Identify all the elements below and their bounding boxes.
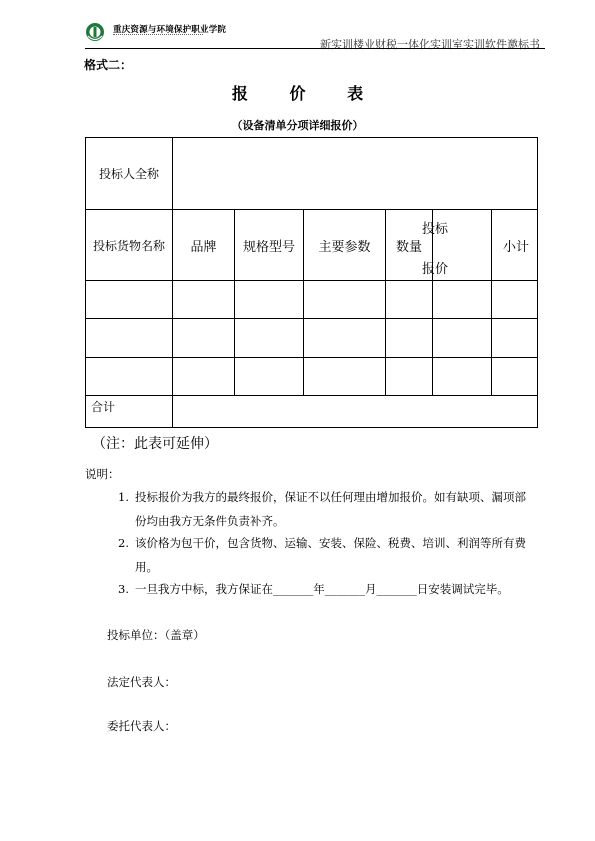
- legal-rep-signature: 法定代表人：: [107, 675, 176, 689]
- format-label: 格式二：: [84, 58, 133, 72]
- bidder-unit-signature: 投标单位：（盖章）: [107, 628, 205, 642]
- institution-logo: [85, 21, 112, 43]
- list-item-line: 用。: [135, 560, 158, 574]
- total-field[interactable]: [173, 396, 537, 428]
- bidder-name-field[interactable]: [173, 138, 537, 209]
- table-row[interactable]: [173, 281, 537, 318]
- list-item-number: 1.: [118, 490, 129, 504]
- table-row[interactable]: [173, 319, 537, 357]
- table-row[interactable]: [173, 358, 537, 395]
- quote-table: [85, 137, 538, 428]
- page-subtitle: （设备清单分项详细报价）: [231, 119, 364, 132]
- bid-price-header-bottom: 报价: [422, 262, 449, 277]
- total-label: 合计: [91, 400, 116, 414]
- institution-name-en: [113, 34, 203, 38]
- list-item-number: 2.: [118, 536, 129, 550]
- bidder-name-label: 投标人全称: [98, 167, 159, 181]
- brand-header: 品牌: [190, 239, 217, 255]
- subtotal-header: 小计: [502, 239, 529, 255]
- qty-header: 数量: [396, 239, 423, 255]
- model-header: 规格型号: [242, 239, 295, 255]
- bid-price-header-top: 投标: [422, 222, 449, 237]
- list-item-text: [135, 485, 547, 533]
- list-item-line: 该价格为包干价，包含货物、运输、安装、保险、税费、培训、利润等所有费: [135, 536, 526, 550]
- document-title: 新实训楼业财税一体化实训室实训软件邀标书: [320, 38, 540, 51]
- page-title: 报 价 表: [231, 84, 382, 103]
- goods-name-header: 投标货物名称: [92, 238, 165, 253]
- params-header: 主要参数: [318, 239, 371, 255]
- authorized-rep-signature: 委托代表人：: [107, 719, 176, 733]
- list-item-line: 份均由我方无条件负责补齐。: [135, 514, 285, 528]
- list-item-line: 投标报价为我方的最终报价，保证不以任何理由增加报价。如有缺项、漏项部: [135, 490, 526, 504]
- list-item-text: 一旦我方中标，我方保证在_______年_______月_______日安装调试完毕。: [135, 582, 509, 596]
- list-item-text: [135, 531, 547, 579]
- table-note: （注：此表可延伸）: [92, 436, 218, 452]
- institution-name: 重庆资源与环境保护职业学院: [113, 25, 227, 35]
- list-item: [118, 531, 548, 579]
- explanation-label: 说明：: [85, 467, 120, 481]
- list-item: [118, 577, 548, 601]
- list-item-number: 3.: [118, 582, 129, 596]
- header-divider: [85, 48, 545, 49]
- list-item: [118, 485, 548, 533]
